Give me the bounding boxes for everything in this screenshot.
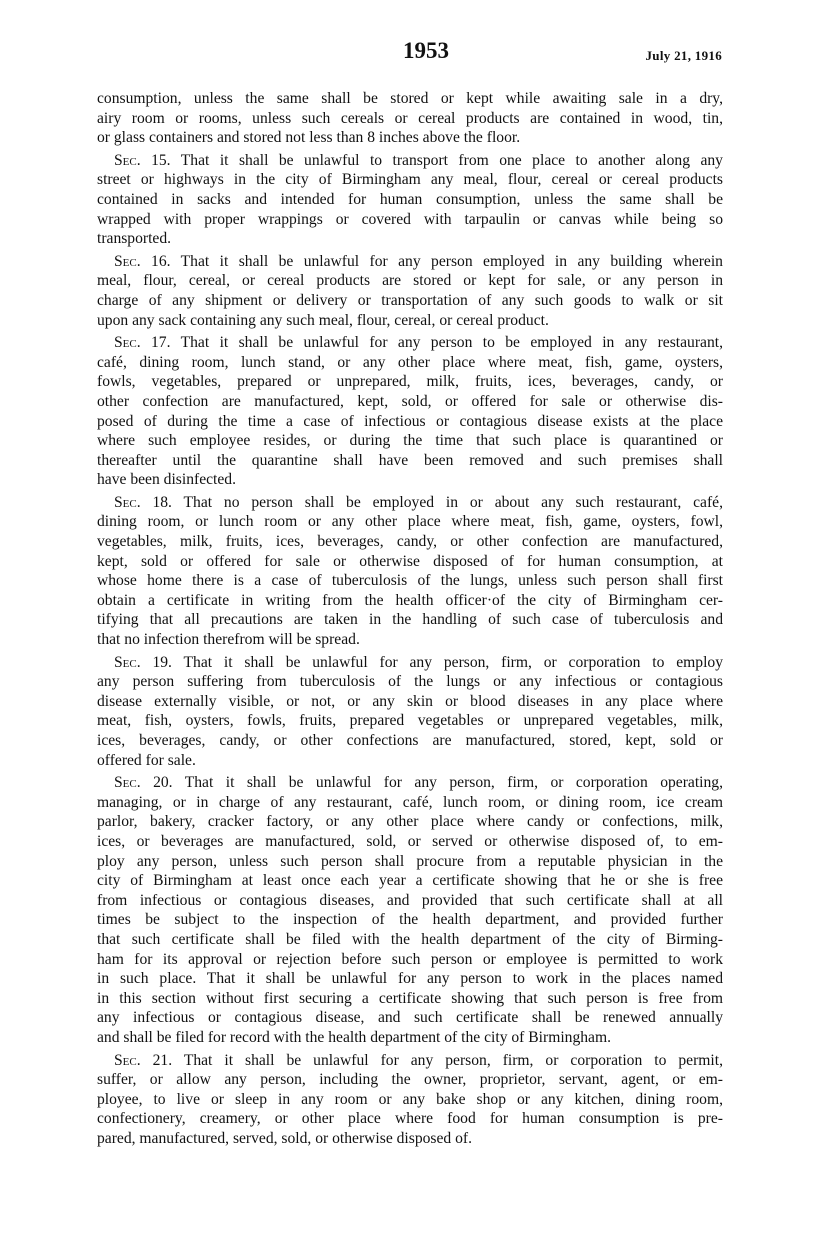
text-line bbox=[97, 731, 723, 751]
text-line bbox=[97, 950, 723, 970]
line-text: charge of any shipment or delivery or transportation of any such goods to walk or sit bbox=[97, 291, 723, 309]
text-line bbox=[97, 210, 723, 230]
line-text: meal, flour, cereal, or cereal products are stored or kept for sale, or any person in bbox=[97, 272, 723, 290]
section-label: Sec. 18. bbox=[114, 493, 172, 511]
text-line bbox=[97, 653, 723, 673]
line-text: that no infection therefrom will be spread. bbox=[97, 631, 360, 649]
text-line bbox=[97, 610, 723, 630]
text-line bbox=[97, 512, 723, 532]
text-line bbox=[97, 672, 723, 692]
line-text: meat, fish, oysters, fowls, fruits, prepared vegetables or unprepared vegetables, milk, bbox=[97, 712, 723, 730]
line-text: managing, or in charge of any restaurant, café, lunch room, or dining room, ice cream bbox=[97, 793, 723, 811]
line-text: times be subject to the inspection of the health department, and provided further bbox=[97, 911, 723, 929]
line-text: have been disinfected. bbox=[97, 471, 236, 489]
page-number: 1953 bbox=[403, 38, 449, 63]
line-text: tifying that all precautions are taken in the handling of such case of tuberculosis and bbox=[97, 611, 723, 629]
line-text: any infectious or contagious disease, and such certificate shall be renewed annually bbox=[97, 1009, 723, 1027]
line-text: other confection are manufactured, kept, sold, or offered for sale or otherwise dis- bbox=[97, 392, 723, 410]
text-line bbox=[97, 412, 723, 432]
text-line bbox=[97, 151, 723, 171]
page-date: July 21, 1916 bbox=[645, 48, 722, 63]
text-line bbox=[97, 128, 723, 148]
line-text: dining room, or lunch room or any other place where meat, fish, game, oysters, fowl, bbox=[97, 513, 723, 531]
text-line bbox=[97, 910, 723, 930]
line-text: that such certificate shall be filed with the health department of the city of Birming- bbox=[97, 930, 723, 948]
line-text: pared, manufactured, served, sold, or otherwise disposed of. bbox=[97, 1129, 473, 1147]
line-text: contained in sacks and intended for human consumption, unless the same shall be bbox=[97, 190, 723, 208]
section-label: Sec. 21. bbox=[114, 1051, 173, 1069]
line-text: upon any sack containing any such meal, flour, cereal, or cereal product. bbox=[97, 311, 549, 329]
line-text: or glass containers and stored not less than 8 inches above the floor. bbox=[97, 129, 521, 147]
text-line bbox=[97, 532, 723, 552]
line-text: ices, beverages, candy, or other confections are manufactured, stored, kept, sold or bbox=[97, 732, 723, 749]
continuation-paragraph bbox=[97, 89, 723, 148]
text-line bbox=[97, 871, 723, 891]
line-text: confectionery, creamery, or other place where food for human consumption is pre- bbox=[97, 1110, 723, 1128]
line-text: That it shall be unlawful to transport from one place to another along any bbox=[180, 151, 723, 169]
section-label: Sec. 20. bbox=[114, 774, 173, 792]
line-text: posed of during the time a case of infectious or contagious disease exists at the place bbox=[97, 412, 723, 430]
text-line bbox=[97, 353, 723, 373]
text-line bbox=[97, 431, 723, 451]
line-text: ploy any person, unless such person shall procure from a reputable physician in the bbox=[97, 852, 723, 870]
line-text: ham for its approval or rejection before such person or employee is permitted to work bbox=[97, 950, 723, 968]
text-line bbox=[97, 692, 723, 712]
text-line bbox=[97, 571, 723, 591]
line-text: and shall be filed for record with the health department of the city of Birmingham. bbox=[97, 1028, 611, 1046]
line-text: in this section without first securing a certificate showing that such person is free from bbox=[97, 989, 723, 1007]
text-line bbox=[97, 1028, 723, 1048]
section-paragraph bbox=[97, 1051, 723, 1149]
line-text: That it shall be unlawful for any person, firm, or corporation to employ bbox=[183, 653, 723, 671]
text-line bbox=[97, 372, 723, 392]
text-line bbox=[97, 451, 723, 471]
line-text: That it shall be unlawful for any person, firm, or corporation operating, bbox=[184, 774, 723, 792]
text-line bbox=[97, 832, 723, 852]
line-text: from infectious or contagious diseases, and provided that such certificate shall at all bbox=[97, 891, 723, 909]
text-line bbox=[97, 1129, 723, 1149]
line-text: thereafter until the quarantine shall have been removed and such premises shall bbox=[97, 451, 723, 469]
section-label: Sec. 19. bbox=[114, 653, 172, 671]
line-text: consumption, unless the same shall be stored or kept while awaiting sale in a dry, bbox=[97, 90, 723, 107]
section-paragraph bbox=[97, 653, 723, 771]
text-line bbox=[97, 552, 723, 572]
line-text: wrapped with proper wrappings or covered with tarpaulin or canvas while being so bbox=[97, 210, 723, 228]
text-line bbox=[97, 969, 723, 989]
text-line bbox=[97, 852, 723, 872]
text-line bbox=[97, 812, 723, 832]
section-label: Sec. 16. bbox=[114, 252, 171, 270]
line-text: disease externally visible, or not, or any skin or blood diseases in any place where bbox=[97, 692, 723, 710]
section-paragraph bbox=[97, 151, 723, 249]
section-paragraph bbox=[97, 252, 723, 330]
text-line bbox=[97, 989, 723, 1009]
line-text: street or highways in the city of Birmingham any meal, flour, cereal or cereal products bbox=[97, 171, 723, 189]
document-body bbox=[97, 89, 723, 1151]
line-text: ployee, to live or sleep in any room or any bake shop or any kitchen, dining room, bbox=[97, 1090, 723, 1108]
text-line bbox=[97, 1008, 723, 1028]
text-line bbox=[97, 930, 723, 950]
section-paragraph bbox=[97, 773, 723, 1047]
line-text: ices, or beverages are manufactured, sold, or served or otherwise disposed of, to em- bbox=[97, 832, 723, 850]
line-text: café, dining room, lunch stand, or any other place where meat, fish, game, oysters, bbox=[97, 353, 723, 371]
text-line bbox=[97, 311, 723, 331]
line-text: That it shall be unlawful for any person, firm, or corporation to permit, bbox=[183, 1051, 723, 1069]
section-label: Sec. 15. bbox=[114, 151, 171, 169]
text-line bbox=[97, 630, 723, 650]
line-text: fowls, vegetables, prepared or unprepared, milk, fruits, ices, beverages, candy, or bbox=[97, 373, 723, 391]
section-label: Sec. 17. bbox=[114, 334, 171, 352]
line-text: suffer, or allow any person, including the owner, proprietor, servant, agent, or em- bbox=[97, 1071, 723, 1089]
line-text: city of Birmingham at least once each year a certificate showing that he or she is free bbox=[97, 872, 723, 890]
line-text: vegetables, milk, fruits, ices, beverages, candy, or other confection are manufactured, bbox=[97, 533, 723, 551]
text-line bbox=[97, 333, 723, 353]
text-line bbox=[97, 470, 723, 490]
text-line bbox=[97, 1070, 723, 1090]
text-line bbox=[97, 291, 723, 311]
line-text: obtain a certificate in writing from the health officer·of the city of Birmingham cer- bbox=[97, 591, 723, 609]
text-line bbox=[97, 493, 723, 513]
section-paragraph bbox=[97, 333, 723, 490]
text-line bbox=[97, 1109, 723, 1129]
line-text: That it shall be unlawful for any person employed in any building wherein bbox=[180, 252, 723, 270]
line-text: whose home there is a case of tuberculosis of the lungs, unless such person shall first bbox=[97, 572, 723, 590]
line-text: offered for sale. bbox=[97, 751, 196, 769]
text-line bbox=[97, 751, 723, 771]
section-paragraph bbox=[97, 493, 723, 650]
text-line bbox=[97, 392, 723, 412]
line-text: where such employee resides, or during the time that such place is quarantined or bbox=[97, 432, 723, 450]
text-line bbox=[97, 109, 723, 129]
text-line bbox=[97, 891, 723, 911]
text-line bbox=[97, 229, 723, 249]
line-text: kept, sold or offered for sale or otherwise disposed of for human consumption, at bbox=[97, 552, 723, 570]
text-line bbox=[97, 271, 723, 291]
text-line bbox=[97, 793, 723, 813]
text-line bbox=[97, 1090, 723, 1110]
line-text: parlor, bakery, cracker factory, or any other place where candy or confections, milk, bbox=[97, 813, 723, 831]
line-text: any person suffering from tuberculosis of the lungs or any infectious or contagious bbox=[97, 673, 723, 691]
text-line bbox=[97, 773, 723, 793]
text-line bbox=[97, 190, 723, 210]
line-text: transported. bbox=[97, 230, 172, 248]
text-line bbox=[97, 711, 723, 731]
text-line bbox=[97, 170, 723, 190]
line-text: in such place. That it shall be unlawful for any person to work in the places named bbox=[97, 970, 723, 988]
text-line bbox=[97, 1051, 723, 1071]
text-line bbox=[97, 252, 723, 272]
line-text: airy room or rooms, unless such cereals or cereal products are contained in wood, tin, bbox=[97, 109, 723, 127]
line-text: That it shall be unlawful for any person to be employed in any restaurant, bbox=[180, 334, 723, 352]
text-line bbox=[97, 591, 723, 611]
text-line bbox=[97, 89, 723, 109]
line-text: That no person shall be employed in or about any such restaurant, café, bbox=[183, 493, 723, 511]
